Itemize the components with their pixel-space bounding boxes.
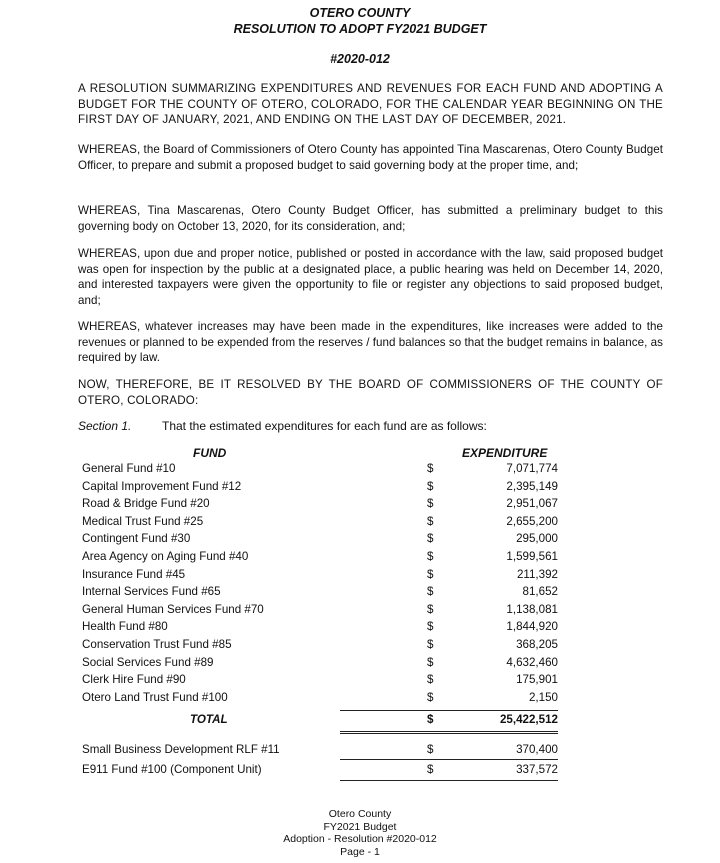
- fund-amount: 81,652: [522, 585, 558, 599]
- fund-row: [0, 673, 720, 690]
- currency-symbol: $: [427, 620, 434, 634]
- fund-name: Small Business Development RLF #11: [82, 743, 280, 756]
- total-row: [0, 713, 720, 730]
- fund-name: Road & Bridge Fund #20: [82, 497, 210, 511]
- fund-row: [0, 532, 720, 549]
- extra-rule: [340, 759, 558, 760]
- fund-amount: 368,205: [516, 638, 558, 651]
- resolution-summary-paragraph: A RESOLUTION SUMMARIZING EXPENDITURES AND REVENUES FOR EACH FUND AND ADOPTING A BUDGET FOR THE COUNTY OF OTERO, COLORADO, FOR THE CALENDAR YEAR BEGINNING ON THE FIRST DAY OF JANUARY, 2021, AND ENDING ON THE LAST DAY OF DECEMBER, 2021.: [78, 82, 663, 127]
- section-text: That the estimated expenditures for each fund are as follows:: [162, 419, 487, 433]
- fund-row: [0, 515, 720, 532]
- fund-amount: 211,392: [516, 567, 558, 581]
- fund-row: [0, 691, 720, 708]
- currency-symbol: $: [427, 567, 434, 581]
- fund-name: Conservation Trust Fund #85: [82, 638, 232, 651]
- page-footer: [0, 808, 720, 858]
- fund-name: E911 Fund #100 (Component Unit): [82, 763, 262, 776]
- fund-row: [0, 620, 720, 637]
- fund-name: Health Fund #80: [82, 620, 168, 634]
- currency-symbol: $: [427, 497, 434, 511]
- fund-row: [0, 480, 720, 497]
- currency-symbol: $: [427, 602, 434, 616]
- fund-amount: 7,071,774: [506, 462, 558, 475]
- total-amount: 25,422,512: [499, 713, 558, 726]
- currency-symbol: $: [427, 479, 434, 493]
- footer-line-4: Page - 1: [340, 845, 380, 858]
- fund-amount: 295,000: [516, 532, 558, 546]
- fund-amount: 1,138,081: [506, 602, 558, 616]
- fund-name: Otero Land Trust Fund #100: [82, 690, 228, 704]
- section-number: Section 1.: [78, 419, 132, 433]
- section-1: [78, 419, 487, 433]
- fund-row: [0, 568, 720, 585]
- fund-row: [0, 656, 720, 673]
- fund-name: Internal Services Fund #65: [82, 585, 221, 599]
- currency-symbol: $: [427, 550, 434, 563]
- whereas-paragraph-1: WHEREAS, the Board of Commissioners of Otero County has appointed Tina Mascarenas, Otero County Budget Officer, to prepare and submit a proposed budget to said governing body at the proper time, and;: [78, 143, 663, 172]
- currency-symbol: $: [427, 763, 434, 776]
- fund-name: Contingent Fund #30: [82, 532, 191, 546]
- currency-symbol: $: [427, 585, 434, 599]
- extra-rule: [340, 780, 558, 781]
- fund-amount: 2,655,200: [506, 514, 558, 528]
- fund-amount: 2,951,067: [506, 497, 558, 511]
- fund-name: Social Services Fund #89: [82, 655, 214, 669]
- fund-name: General Fund #10: [82, 462, 176, 475]
- footer-line-1: Otero County: [328, 808, 392, 820]
- fund-amount: 1,599,561: [506, 550, 558, 563]
- fund-amount: 2,150: [528, 690, 558, 704]
- fund-amount: 1,844,920: [506, 620, 558, 634]
- county-heading: OTERO COUNTY: [309, 6, 411, 20]
- fund-name: Capital Improvement Fund #12: [82, 479, 242, 493]
- total-double-rule: [340, 733, 558, 734]
- currency-symbol: $: [427, 690, 434, 704]
- whereas-paragraph-4: WHEREAS, whatever increases may have been made in the expenditures, like increases were added to the revenues or planned to be expended from the reserves / fund balances so that the budget remains in balance, as required by law.: [78, 320, 663, 365]
- extra-row: [0, 743, 720, 760]
- fund-name: Medical Trust Fund #25: [82, 514, 204, 528]
- whereas-paragraph-3: WHEREAS, upon due and proper notice, published or posted in accordance with the law, said proposed budget was open for inspection by the public at a designated place, a public hearing was held on December 14, 2020, and interested taxpayers were given the opportunity to file or register any objections to said proposed budget, and;: [78, 247, 663, 307]
- currency-symbol: $: [427, 655, 434, 669]
- document-title: RESOLUTION TO ADOPT FY2021 BUDGET: [233, 22, 487, 36]
- fund-row: [0, 497, 720, 514]
- footer-line-2: FY2021 Budget: [323, 820, 397, 833]
- fund-row: [0, 603, 720, 620]
- fund-row: [0, 462, 720, 479]
- extra-row: [0, 763, 720, 780]
- fund-name: General Human Services Fund #70: [82, 602, 264, 616]
- total-currency: $: [427, 713, 434, 726]
- currency-symbol: $: [427, 462, 434, 475]
- total-label: TOTAL: [190, 713, 228, 726]
- fund-name: Area Agency on Aging Fund #40: [82, 550, 249, 563]
- fund-amount: 2,395,149: [506, 479, 558, 493]
- currency-symbol: $: [427, 638, 434, 651]
- whereas-paragraph-2: WHEREAS, Tina Mascarenas, Otero County Budget Officer, has submitted a preliminary budget to this governing body on October 13, 2020, for its consideration, and;: [78, 204, 663, 233]
- fund-amount: 370,400: [516, 743, 558, 756]
- resolved-paragraph: NOW, THEREFORE, BE IT RESOLVED BY THE BOARD OF COMMISSIONERS OF THE COUNTY OF OTERO, COLORADO:: [78, 378, 663, 407]
- resolution-number: #2020-012: [330, 52, 390, 66]
- fund-name: Insurance Fund #45: [82, 567, 186, 581]
- footer-line-3: Adoption - Resolution #2020-012: [283, 833, 437, 845]
- fund-column-header: FUND: [193, 446, 227, 460]
- fund-amount: 4,632,460: [506, 655, 558, 669]
- currency-symbol: $: [427, 514, 434, 528]
- fund-name: Clerk Hire Fund #90: [82, 673, 186, 687]
- currency-symbol: $: [427, 743, 434, 756]
- total-bottom-rule: [340, 731, 558, 732]
- currency-symbol: $: [427, 673, 434, 687]
- fund-row: [0, 550, 720, 567]
- currency-symbol: $: [427, 532, 434, 546]
- fund-row: [0, 638, 720, 655]
- total-top-rule: [340, 710, 558, 711]
- fund-row: [0, 585, 720, 602]
- expenditure-column-header: EXPENDITURE: [462, 446, 548, 460]
- fund-amount: 175,901: [516, 673, 558, 687]
- fund-amount: 337,572: [516, 763, 558, 776]
